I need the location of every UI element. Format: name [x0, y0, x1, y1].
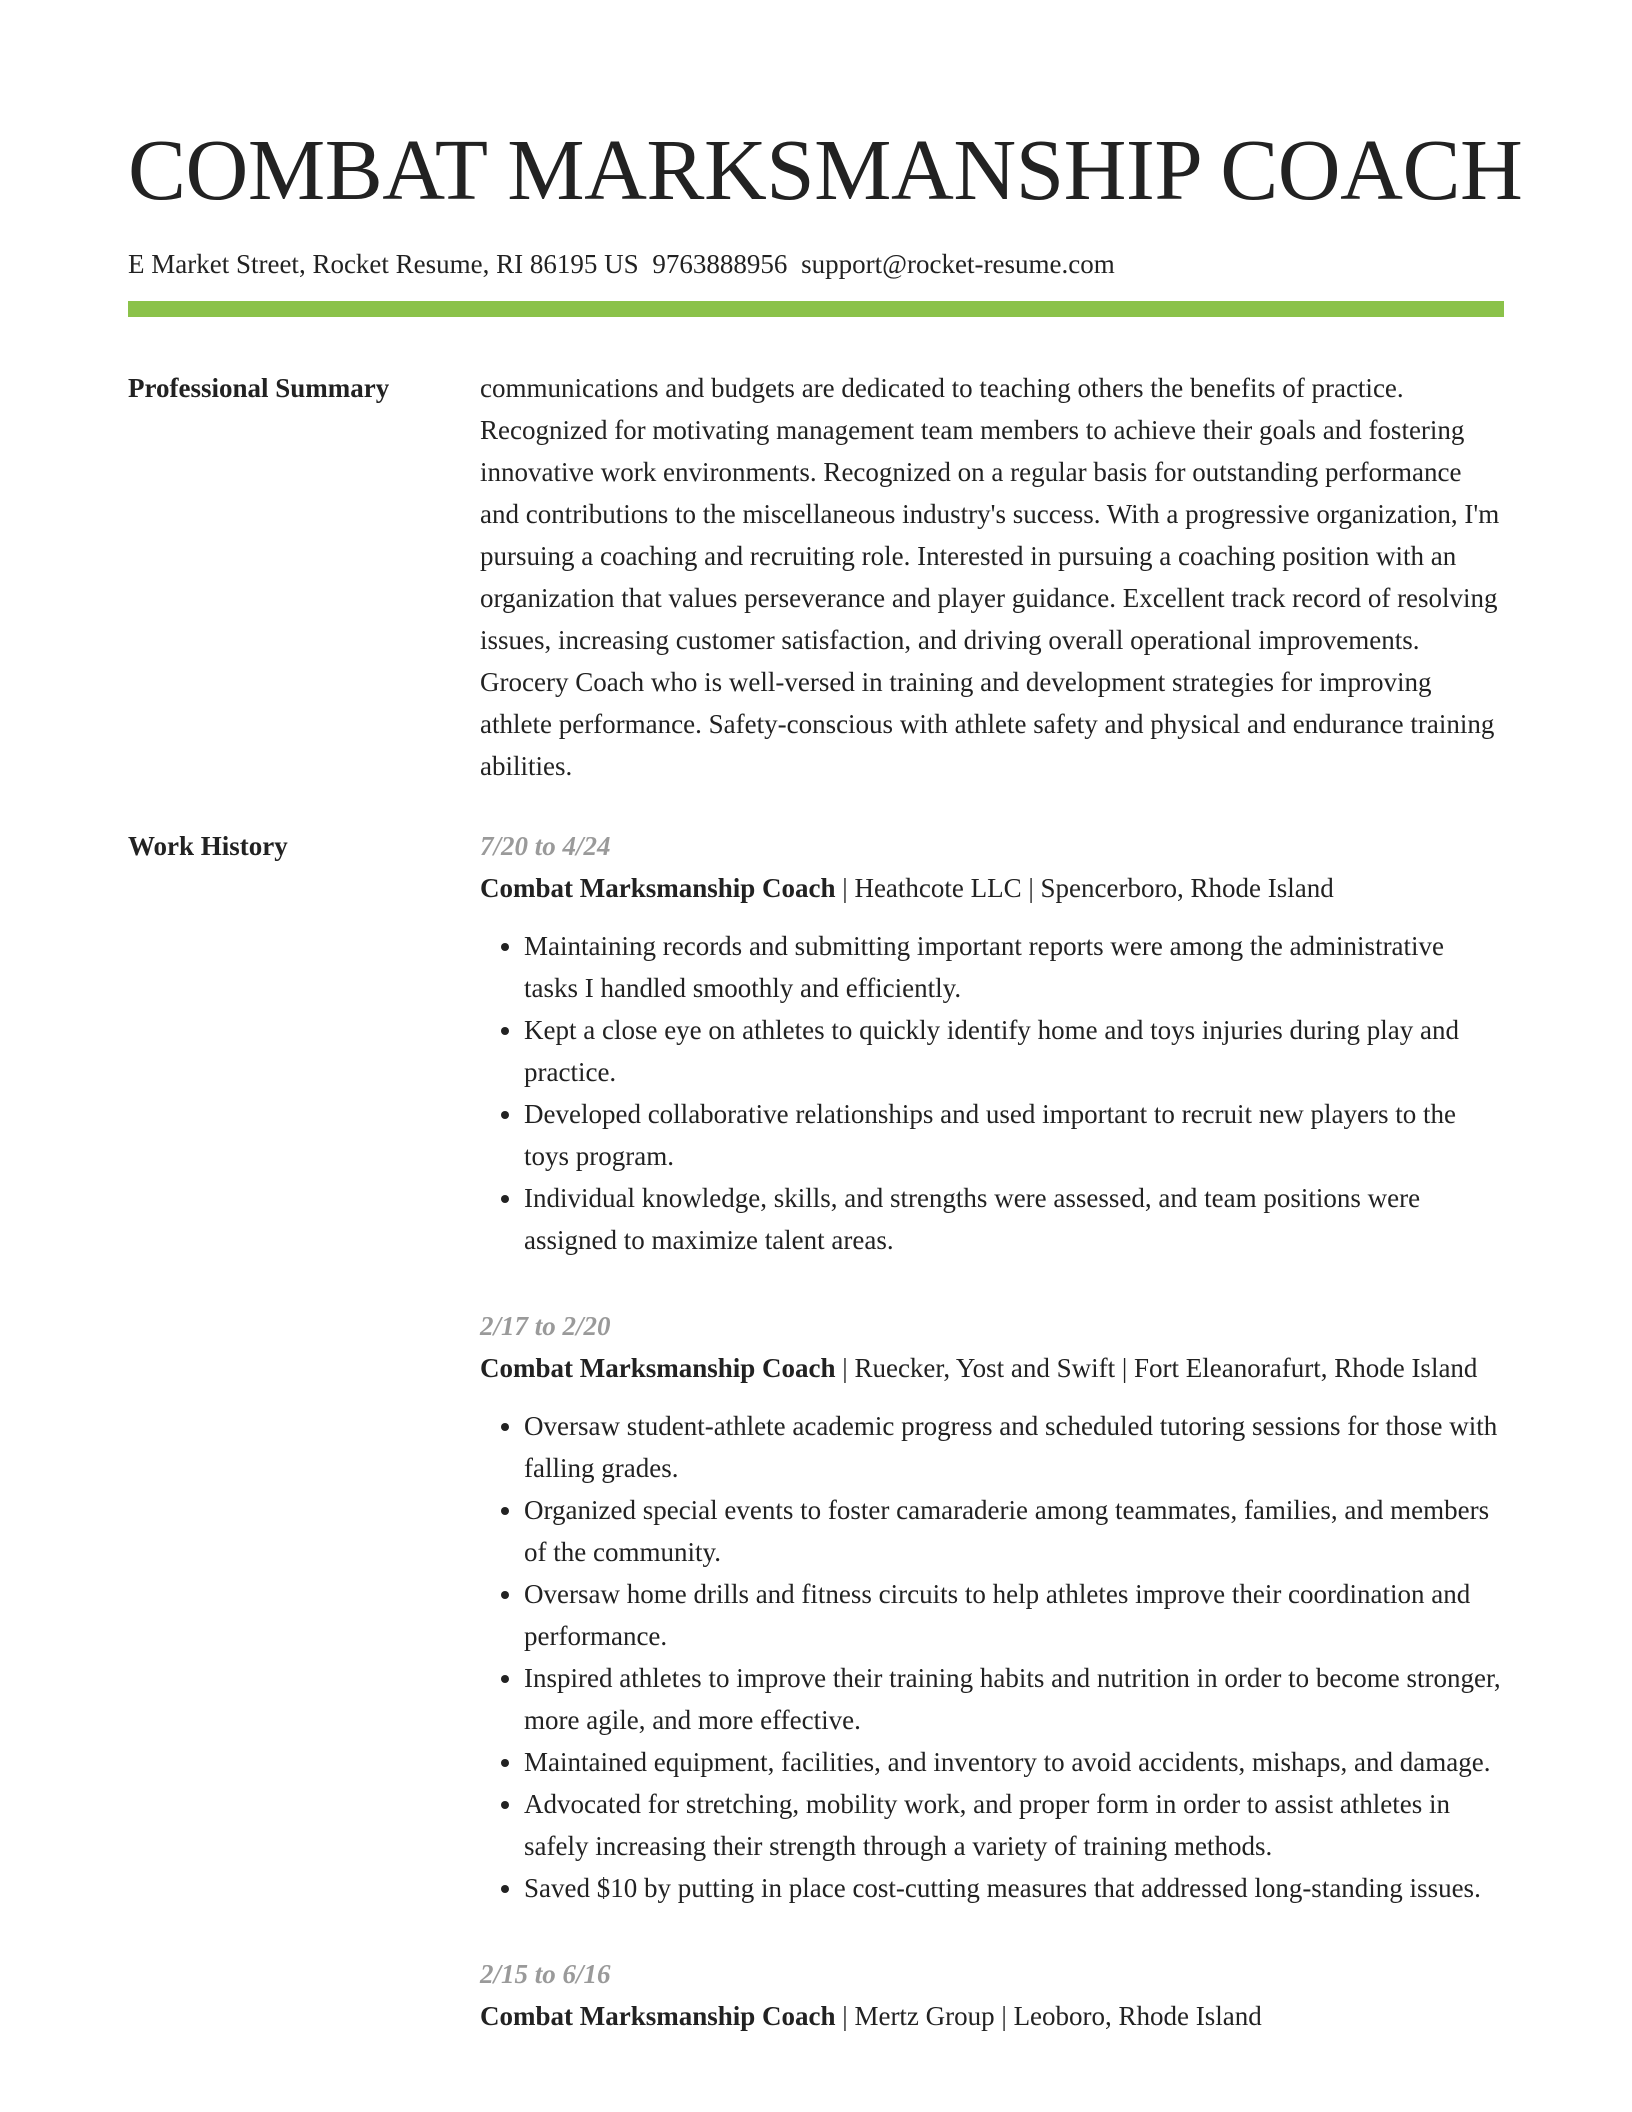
job-bullet: • Developed collaborative relationships and used important to recruit new players to the toys program.	[524, 1093, 1504, 1177]
job-bullet: • Inspired athletes to improve their training habits and nutrition in order to become stronger, more agile, and more effective.	[524, 1657, 1504, 1741]
job-dates: 2/15 to 6/16	[480, 1959, 611, 1989]
contact-phone: 9763888956	[652, 249, 788, 279]
job-bullet: • Kept a close eye on athletes to quickly identify home and toys injuries during play and practice.	[524, 1009, 1504, 1093]
contact-line	[128, 248, 1504, 280]
contact-email: support@rocket-resume.com	[801, 249, 1115, 279]
summary-label: Professional Summary	[128, 373, 390, 403]
summary-body	[480, 367, 1504, 787]
resume-page	[128, 0, 1523, 2081]
job-bullet: • Advocated for stretching, mobility work, and proper form in order to assist athletes in safely increasing their strength through a variety of training methods.	[524, 1783, 1504, 1867]
job-bullet: • Saved $10 by putting in place cost-cutting measures that addressed long-standing issues.	[524, 1867, 1504, 1909]
job-entry	[480, 1953, 1504, 2037]
summary-text: communications and budgets are dedicated to teaching others the benefits of practice. Recognized for motivating management team members to achieve their goals and fostering innovative work environments. Recognized on a regular basis for outstanding performance and contributions to the miscellaneous industry's success. With a progressive organization, I'm pursuing a coaching and recruiting role. Interested in pursuing a coaching position with an organization that values perseverance and player guidance. Excellent track record of resolving issues, increasing customer satisfaction, and driving overall operational improvements. Grocery Coach who is well-versed in training and development strategies for improving athlete performance. Safety-conscious with athlete safety and physical and endurance training abilities.	[480, 373, 1500, 781]
work-history-body	[480, 825, 1504, 2081]
job-bullet-list	[480, 925, 1504, 1261]
job-bullet-list	[480, 1405, 1504, 1909]
work-history-label: Work History	[128, 831, 288, 861]
job-heading	[480, 1995, 1504, 2037]
summary-section	[128, 367, 1504, 787]
job-dates: 2/17 to 2/20	[480, 1311, 611, 1341]
job-bullet: • Maintaining records and submitting important reports were among the administrative tasks I handled smoothly and efficiently.	[524, 925, 1504, 1009]
accent-divider	[128, 301, 1504, 317]
job-heading	[480, 867, 1504, 909]
job-entry	[480, 1305, 1504, 1909]
job-bullet: • Individual knowledge, skills, and strengths were assessed, and team positions were assigned to maximize talent areas.	[524, 1177, 1504, 1261]
job-details: | Ruecker, Yost and Swift | Fort Eleanorafurt, Rhode Island	[835, 1353, 1478, 1383]
job-details: | Mertz Group | Leoboro, Rhode Island	[835, 2001, 1262, 2031]
job-details: | Heathcote LLC | Spencerboro, Rhode Island	[835, 873, 1334, 903]
job-bullet: • Oversaw home drills and fitness circuits to help athletes improve their coordination and performance.	[524, 1573, 1504, 1657]
resume-name: COMBAT MARKSMANSHIP COACH	[128, 121, 1523, 218]
job-title: Combat Marksmanship Coach	[480, 2001, 836, 2031]
job-title: Combat Marksmanship Coach	[480, 1353, 836, 1383]
job-entry	[480, 825, 1504, 1261]
job-dates: 7/20 to 4/24	[480, 831, 611, 861]
contact-address: E Market Street, Rocket Resume, RI 86195 US	[128, 249, 639, 279]
job-heading	[480, 1347, 1504, 1389]
job-bullet: • Oversaw student-athlete academic progress and scheduled tutoring sessions for those with falling grades.	[524, 1405, 1504, 1489]
work-history-section	[128, 825, 1504, 2081]
job-bullet: • Maintained equipment, facilities, and inventory to avoid accidents, mishaps, and damage.	[524, 1741, 1504, 1783]
job-title: Combat Marksmanship Coach	[480, 873, 836, 903]
job-bullet: • Organized special events to foster camaraderie among teammates, families, and members of the community.	[524, 1489, 1504, 1573]
